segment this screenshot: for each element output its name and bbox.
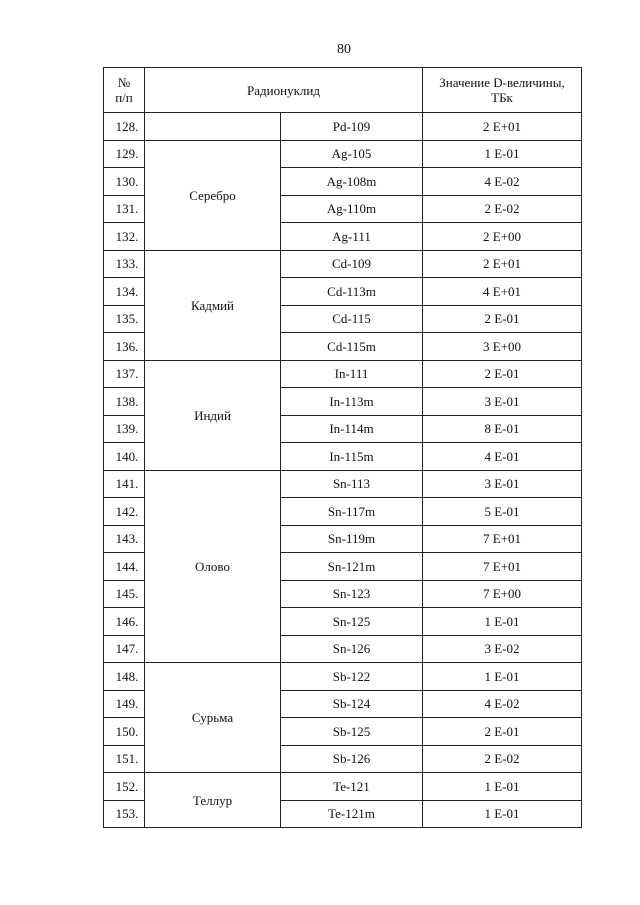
d-value-cell: 2 E+00: [423, 223, 582, 251]
row-number: 149.: [115, 696, 139, 712]
element-name-cell: Серебро: [145, 140, 281, 250]
row-number: 129.: [115, 146, 139, 162]
table-row: [104, 140, 582, 168]
row-number-cell: [104, 360, 145, 388]
d-value-cell: 2 E-01: [423, 305, 582, 333]
row-number: 143.: [115, 531, 139, 547]
element-name-cell: [145, 113, 281, 141]
row-number: 137.: [115, 366, 139, 382]
row-number: 136.: [115, 338, 139, 354]
nuclide-cell: Sb-125: [281, 718, 423, 746]
nuclide-cell: Ag-111: [281, 223, 423, 251]
d-value-cell: 2 E-01: [423, 718, 582, 746]
row-number: 131.: [115, 201, 139, 217]
table-header-row: [104, 68, 582, 113]
row-number: 142.: [115, 503, 139, 519]
radionuclide-table: [103, 67, 582, 828]
row-number-cell: [104, 718, 145, 746]
d-value-cell: 4 E+01: [423, 278, 582, 306]
row-number-cell: [104, 690, 145, 718]
nuclide-cell: Ag-110m: [281, 195, 423, 223]
row-number-cell: [104, 800, 145, 828]
row-number-cell: [104, 388, 145, 416]
nuclide-cell: Cd-115: [281, 305, 423, 333]
row-number: 132.: [115, 228, 139, 244]
row-number: 153.: [115, 806, 139, 822]
d-value-cell: 2 E-01: [423, 360, 582, 388]
row-number-cell: [104, 278, 145, 306]
table-row: [104, 360, 582, 388]
nuclide-cell: In-113m: [281, 388, 423, 416]
nuclide-cell: In-114m: [281, 415, 423, 443]
row-number-cell: [104, 223, 145, 251]
nuclide-cell: Cd-109: [281, 250, 423, 278]
table-row: [104, 470, 582, 498]
row-number-cell: [104, 140, 145, 168]
row-number-cell: [104, 305, 145, 333]
d-value-cell: 7 E+01: [423, 525, 582, 553]
d-value-cell: 3 E+00: [423, 333, 582, 361]
nuclide-cell: Pd-109: [281, 113, 423, 141]
nuclide-cell: Sn-121m: [281, 553, 423, 581]
table-row: [104, 250, 582, 278]
row-number: 135.: [115, 311, 139, 327]
d-value-cell: 1 E-01: [423, 663, 582, 691]
nuclide-cell: Sn-125: [281, 608, 423, 636]
row-number-cell: [104, 580, 145, 608]
row-number: 144.: [115, 558, 139, 574]
element-name-cell: Кадмий: [145, 250, 281, 360]
row-number: 140.: [115, 448, 139, 464]
row-number: 148.: [115, 668, 139, 684]
nuclide-cell: Te-121: [281, 773, 423, 801]
nuclide-cell: Sb-124: [281, 690, 423, 718]
row-number: 134.: [115, 283, 139, 299]
row-number: 141.: [115, 476, 139, 492]
nuclide-cell: Cd-115m: [281, 333, 423, 361]
d-value-cell: 4 E-02: [423, 168, 582, 196]
nuclide-cell: Sb-122: [281, 663, 423, 691]
table-row: [104, 773, 582, 801]
d-value-cell: 2 E-02: [423, 745, 582, 773]
row-number-cell: [104, 745, 145, 773]
header-radionuclide-cell: Радионуклид: [145, 68, 423, 113]
header-number-abbrev: п/п: [115, 90, 133, 105]
row-number: 152.: [115, 778, 139, 794]
row-number-cell: [104, 498, 145, 526]
row-number: 151.: [115, 751, 139, 767]
element-name-cell: Олово: [145, 470, 281, 663]
nuclide-cell: Ag-108m: [281, 168, 423, 196]
d-value-cell: 1 E-01: [423, 773, 582, 801]
row-number: 138.: [115, 393, 139, 409]
header-value-line1: Значение D-величины,: [439, 75, 565, 90]
row-number: 128.: [115, 118, 139, 134]
d-value-cell: 3 E-02: [423, 635, 582, 663]
row-number: 139.: [115, 421, 139, 437]
row-number-cell: [104, 333, 145, 361]
row-number-cell: [104, 195, 145, 223]
d-value-cell: 1 E-01: [423, 140, 582, 168]
element-name-cell: Индий: [145, 360, 281, 470]
table-row: [104, 113, 582, 141]
nuclide-cell: Sn-119m: [281, 525, 423, 553]
header-number-cell: [104, 68, 145, 113]
element-name-cell: Теллур: [145, 773, 281, 828]
d-value-cell: 2 E+01: [423, 250, 582, 278]
table-row: [104, 663, 582, 691]
nuclide-cell: In-111: [281, 360, 423, 388]
d-value-cell: 3 E-01: [423, 388, 582, 416]
row-number-cell: [104, 635, 145, 663]
nuclide-cell: Te-121m: [281, 800, 423, 828]
table-body: [104, 113, 582, 828]
nuclide-cell: Sn-123: [281, 580, 423, 608]
d-value-cell: 2 E-02: [423, 195, 582, 223]
d-value-cell: 4 E-01: [423, 443, 582, 471]
header-value-line2: ТБк: [491, 90, 513, 105]
d-value-cell: 2 E+01: [423, 113, 582, 141]
row-number-cell: [104, 168, 145, 196]
nuclide-cell: Cd-113m: [281, 278, 423, 306]
row-number: 147.: [115, 641, 139, 657]
nuclide-cell: Sn-117m: [281, 498, 423, 526]
nuclide-cell: Sn-126: [281, 635, 423, 663]
nuclide-cell: In-115m: [281, 443, 423, 471]
row-number: 146.: [115, 613, 139, 629]
row-number-cell: [104, 443, 145, 471]
row-number: 145.: [115, 586, 139, 602]
nuclide-cell: Ag-105: [281, 140, 423, 168]
d-value-cell: 1 E-01: [423, 608, 582, 636]
d-value-cell: 3 E-01: [423, 470, 582, 498]
nuclide-cell: Sb-126: [281, 745, 423, 773]
row-number: 133.: [115, 256, 139, 272]
page-number: 80: [337, 42, 351, 57]
d-value-cell: 1 E-01: [423, 800, 582, 828]
row-number: 150.: [115, 723, 139, 739]
d-value-cell: 5 E-01: [423, 498, 582, 526]
d-value-cell: 4 E-02: [423, 690, 582, 718]
header-value-cell: [423, 68, 582, 113]
row-number-cell: [104, 663, 145, 691]
row-number-cell: [104, 773, 145, 801]
row-number: 130.: [115, 173, 139, 189]
row-number-cell: [104, 415, 145, 443]
row-number-cell: [104, 608, 145, 636]
row-number-cell: [104, 113, 145, 141]
d-value-cell: 7 E+00: [423, 580, 582, 608]
nuclide-cell: Sn-113: [281, 470, 423, 498]
row-number-cell: [104, 553, 145, 581]
d-value-cell: 7 E+01: [423, 553, 582, 581]
d-value-cell: 8 E-01: [423, 415, 582, 443]
header-number-symbol: №: [117, 75, 131, 90]
element-name-cell: Сурьма: [145, 663, 281, 773]
row-number-cell: [104, 525, 145, 553]
row-number-cell: [104, 250, 145, 278]
row-number-cell: [104, 470, 145, 498]
